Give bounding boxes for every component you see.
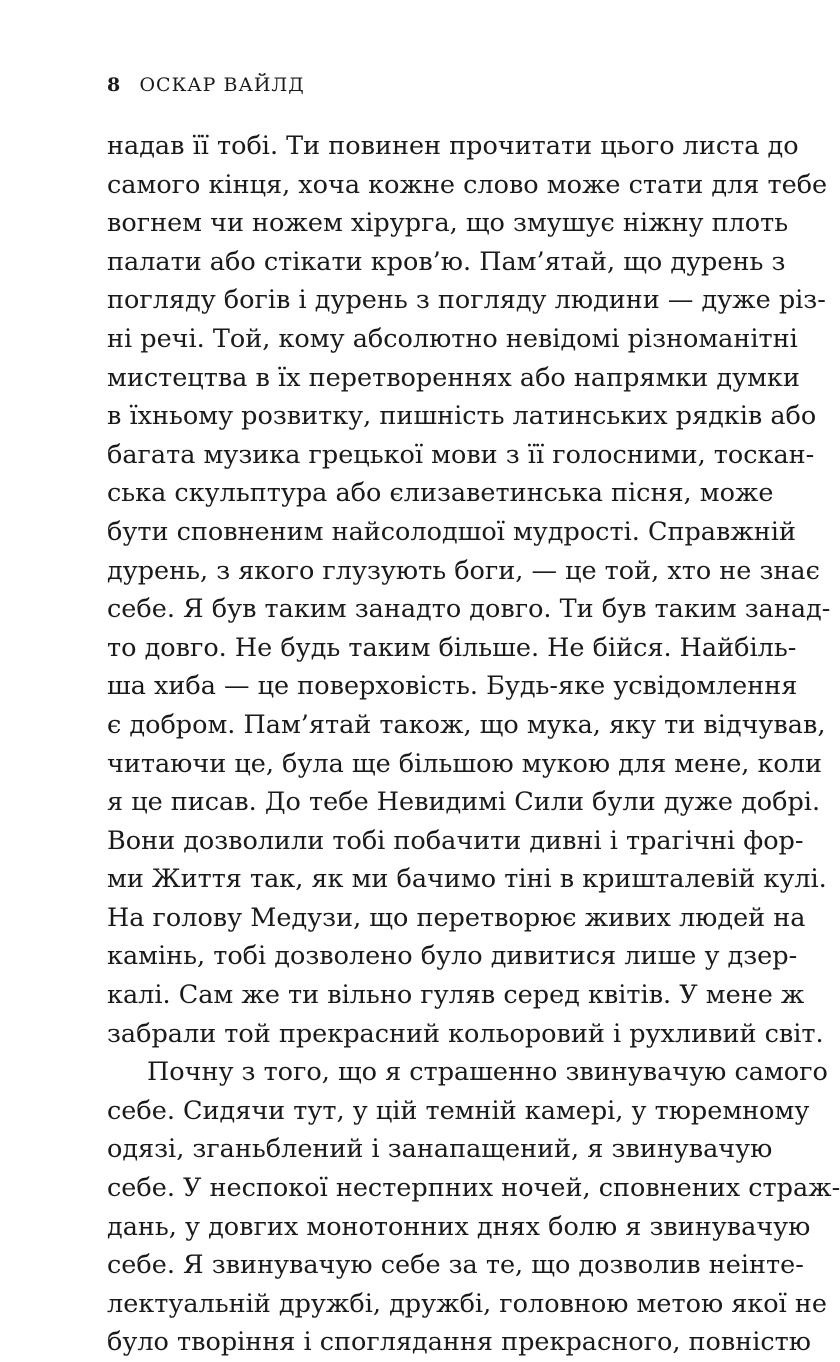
text-line: лектуальній дружбі, дружбі, головною метою якої не: [107, 1288, 827, 1319]
text-line: дань, у довгих монотонних днях болю я звинувачую: [107, 1211, 811, 1242]
text-line: дурень, з якого глузують боги, — це той, хто не знає: [107, 555, 820, 586]
text-line: я це писав. До тебе Невидимі Сили були дуже добрі.: [107, 787, 821, 818]
text-line: самого кінця, хоча кожне слово може стати для тебе: [107, 169, 828, 200]
text-line: ша хиба — це поверховість. Будь-яке усвідомлення: [107, 671, 798, 702]
text-line: погляду богів і дурень з погляду людини — дуже різ-: [107, 285, 826, 316]
text-line: є добром. Пам’ятай також, що мука, яку ти відчував,: [107, 709, 826, 740]
text-line: мистецтва в їх перетвореннях або напрямки думки: [107, 362, 800, 393]
text-line: ми Життя так, як ми бачимо тіні в кришталевій кулі.: [107, 864, 827, 895]
text-line: себе. Сидячи тут, у цій темній камері, у тюремному: [107, 1095, 810, 1126]
text-line: бути сповненим найсолодшої мудрості. Справжній: [107, 516, 796, 547]
text-line: себе. Я звинувачую себе за те, що дозволив неінте-: [107, 1250, 804, 1281]
text-line: було творіння і споглядання прекрасного, повністю: [107, 1327, 811, 1358]
running-title: ОСКАР ВАЙЛД: [139, 74, 305, 96]
text-line: забрали той прекрасний кольоровий і рухливий світ.: [107, 1018, 824, 1049]
text-line: Вони дозволили тобі побачити дивні і трагічні фор-: [107, 825, 804, 856]
text-line: себе. Я був таким занадто довго. Ти був таким занад-: [107, 594, 831, 625]
text-line: вогнем чи ножем хірурга, що змушує ніжну плоть: [107, 208, 789, 239]
text-line: калі. Сам же ти вільно гуляв серед квітів. У мене ж: [107, 980, 805, 1011]
text-line: Почну з того, що я страшенно звинувачую самого: [147, 1057, 828, 1088]
body-text: [107, 127, 840, 1362]
text-line: себе. У неспокої нестерпних ночей, сповнених страж-: [107, 1173, 840, 1204]
text-line: то довго. Не будь таким більше. Не бійся. Найбіль-: [107, 632, 797, 663]
text-line: камінь, тобі дозволено було дивитися лише у дзер-: [107, 941, 798, 972]
text-line: одязі, зганьблений і занапащений, я звинувачую: [107, 1134, 773, 1165]
text-line: На голову Медузи, що перетворює живих людей на: [107, 902, 806, 933]
text-line: багата музика грецької мови з її голосними, тоскан-: [107, 439, 815, 470]
text-line: читаючи це, була ще більшою мукою для мене, коли: [107, 748, 822, 779]
running-header: [107, 74, 305, 96]
text-line: ні речі. Той, кому абсолютно невідомі різноманітні: [107, 323, 798, 354]
page-number: 8: [107, 74, 121, 96]
text-line: в їхньому розвитку, пишність латинських рядків або: [107, 401, 817, 432]
text-line: ська скульптура або єлизаветинська пісня, може: [107, 478, 774, 509]
text-line: палати або стікати кров’ю. Пам’ятай, що дурень з: [107, 246, 786, 277]
text-line: надав її тобі. Ти повинен прочитати цього листа до: [107, 131, 799, 161]
